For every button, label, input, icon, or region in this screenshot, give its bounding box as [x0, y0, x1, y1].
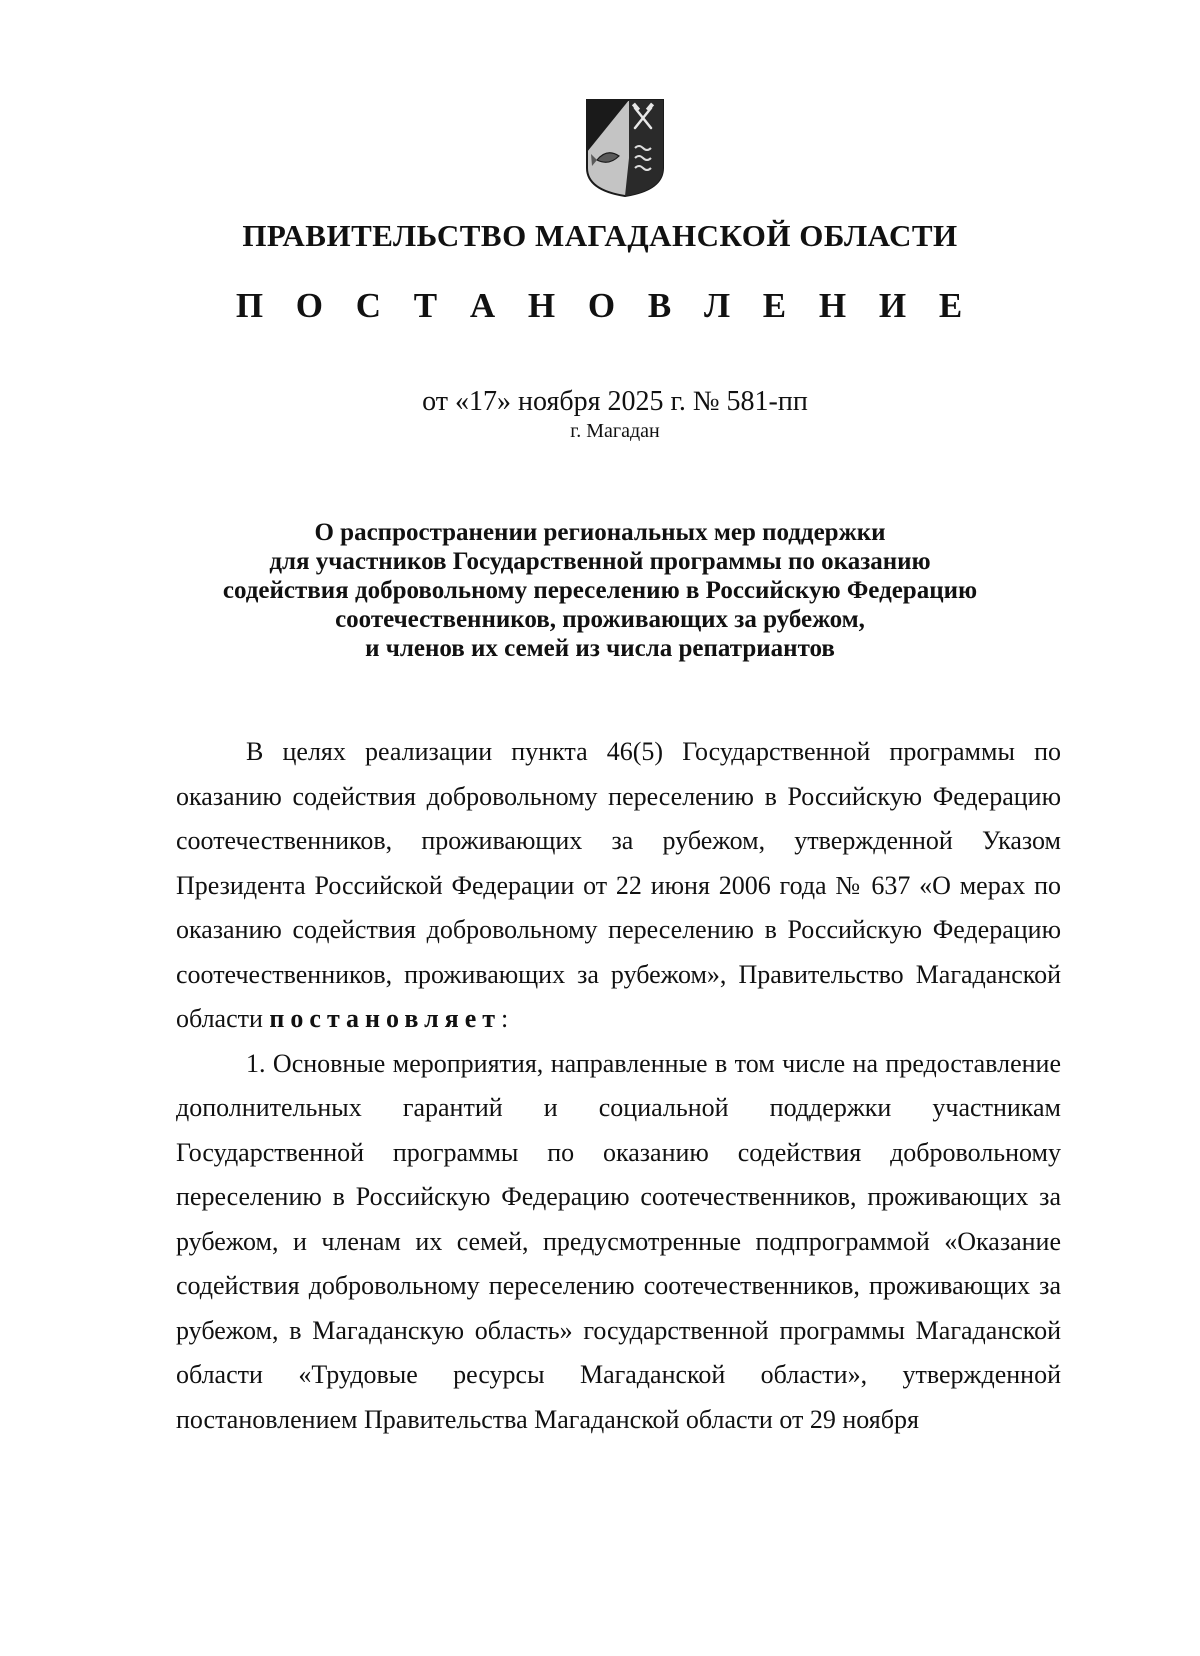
government-name: ПРАВИТЕЛЬСТВО МАГАДАНСКОЙ ОБЛАСТИ [242, 218, 958, 253]
subject-line: и членов их семей из числа репатриантов [365, 635, 835, 662]
subject-line: соотечественников, проживающих за рубежом, [335, 606, 865, 633]
document-body [176, 730, 1061, 1442]
document-type-title: П О С Т А Н О В Л Е Н И Е [235, 286, 975, 325]
magadan-coat-of-arms-icon [585, 98, 665, 198]
subject-line: О распространении региональных мер поддержки [314, 519, 886, 546]
preamble-paragraph [176, 730, 1061, 1042]
document-subject [150, 518, 1050, 663]
subject-line: для участников Государственной программы по оказанию [269, 548, 931, 575]
subject-line: содействия добровольному переселению в Российскую Федерацию [222, 577, 978, 604]
document-date-number: от «17» ноября 2025 г. № 581-пп [422, 386, 808, 417]
document-city: г. Магадан [570, 420, 660, 442]
preamble-text: В целях реализации пункта 46(5) Государственной программы по оказанию содействия добровольному переселению в Российскую Федерацию соотечественников, проживающих за рубежом, утвержденной Указом Президента Российской Федерации от 22 июня 2006 года № 637 «О мерах по оказанию содействия добровольному переселению в Российскую Федерацию соотечественников, проживающих за рубежом», Правительство Магаданской области [176, 737, 1061, 1033]
decree-word: постановляет [269, 1004, 502, 1033]
decree-colon: : [501, 1004, 509, 1033]
item-1-paragraph: 1. Основные мероприятия, направленные в том числе на предоставление дополнительных гарантий и социальной поддержки участникам Государственной программы по оказанию содействия добровольному переселению в Российскую Федерацию соотечественников, проживающих за рубежом, и членам их семей, предусмотренные подпрограммой «Оказание содействия добровольному переселению соотечественников, проживающих за рубежом, в Магаданскую область» государственной программы Магаданской области «Трудовые ресурсы Магаданской области», утвержденной постановлением Правительства Магаданской области от 29 ноября [176, 1048, 1061, 1434]
